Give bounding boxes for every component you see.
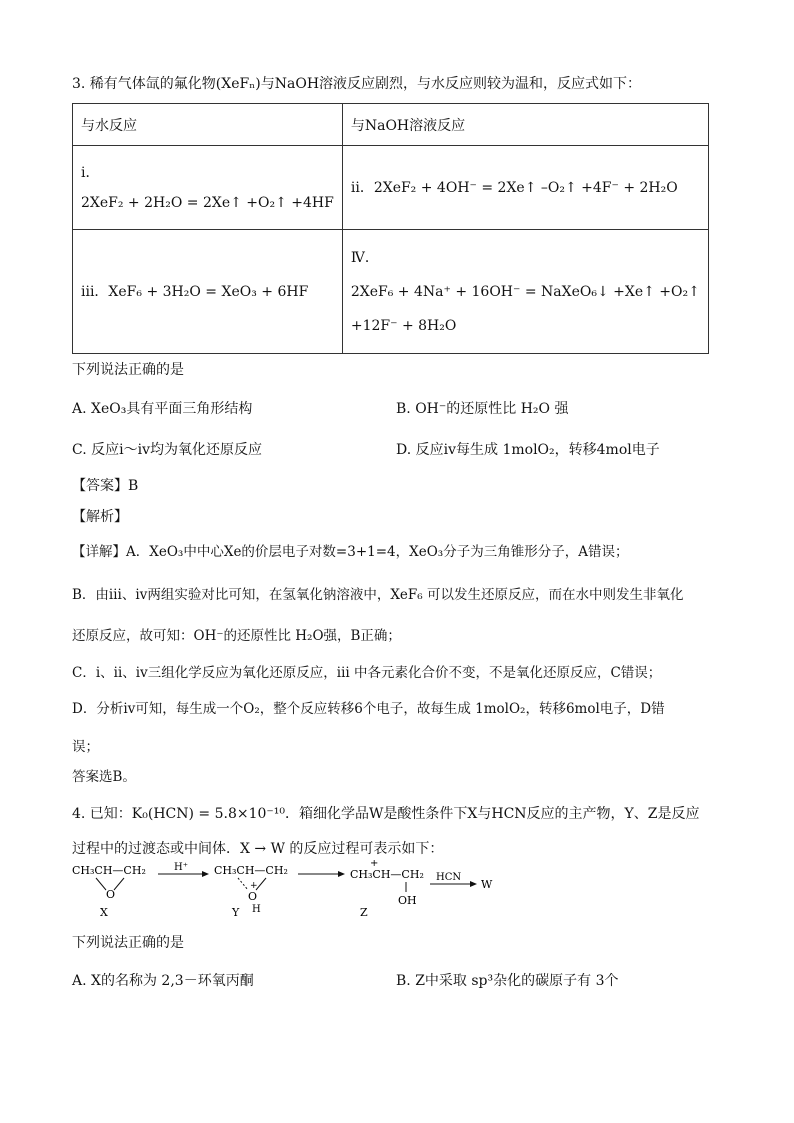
q3-detail-d2: 误； xyxy=(72,739,99,755)
x-ring-bond-right xyxy=(114,878,124,890)
arrow-3-head xyxy=(470,881,477,887)
q3-option-a: A. XeO₃具有平面三角形结构 xyxy=(72,401,253,417)
q3-detail-d1: D．分析ⅳ可知，每生成一个O₂，整个反应转移6个电子，故每生成 1molO₂，转移6mol电子，D错 xyxy=(72,701,665,717)
q3-answer: 【答案】B xyxy=(72,478,139,494)
header-water: 与水反应 xyxy=(73,104,343,146)
arrow-2-head xyxy=(338,871,345,877)
q3-stem: 3. 稀有气体氙的氟化物(XeFₙ)与NaOH溶液反应剧烈，与水反应则较为温和，反应式如下： xyxy=(72,76,642,92)
q3-option-b: B. OH⁻的还原性比 H₂O 强 xyxy=(396,401,569,417)
y-oxygen: O xyxy=(248,890,258,903)
q3-option-d: D. 反应ⅳ每生成 1molO₂，转移4mol电子 xyxy=(396,442,660,458)
hcn-label: HCN xyxy=(436,872,462,883)
x-label: X xyxy=(100,906,108,919)
w-label: W xyxy=(481,878,493,891)
reaction-table xyxy=(72,103,709,354)
q3-option-c: C. 反应ⅰ～ⅳ均为氧化还原反应 xyxy=(72,442,262,458)
z-oh: OH xyxy=(398,894,417,907)
q3-detail-b1: B．由ⅲ、ⅳ两组实验对比可知，在氢氧化钠溶液中，XeF₆ 可以发生还原反应，而在水中则发生非氧化 xyxy=(72,587,684,603)
z-plus: + xyxy=(370,860,379,869)
header-naoh: 与NaOH溶液反应 xyxy=(342,104,708,146)
q3-detail-a: 【详解】A．XeO₃中中心Xe的价层电子对数=3+1=4，XeO₃分子为三角锥形分子，A错误； xyxy=(72,544,629,560)
x-formula: CH₃CH—CH₂ xyxy=(72,864,146,877)
x-ring-bond-left xyxy=(96,878,106,890)
h-plus: H⁺ xyxy=(174,862,188,873)
reaction-iii: iii．XeF₆ + 3H₂O = XeO₃ + 6HF xyxy=(73,230,343,354)
y-hydrogen: H xyxy=(252,904,261,915)
reaction-iv: Ⅳ． 2XeF₆ + 4Na⁺ + 16OH⁻ = NaXeO₆↓ +Xe↑ +O₂↑ +12F⁻ + 8H₂O xyxy=(342,230,708,354)
q4-option-a: A. X的名称为 2,3－环氧丙酮 xyxy=(72,973,254,989)
z-formula: CH₃CH—CH₂ xyxy=(350,868,424,881)
q4-prompt: 下列说法正确的是 xyxy=(72,935,184,951)
q4-option-b: B. Z中采取 sp³杂化的碳原子有 3个 xyxy=(396,973,619,989)
q4-stem-a: 4. 已知：K₀(HCN) = 5.8×10⁻¹⁰．箱细化学品W是酸性条件下X与HCN反应的主产物，Y、Z是反应 xyxy=(72,806,700,822)
y-plus: + xyxy=(250,881,258,891)
x-oxygen: O xyxy=(106,888,116,901)
q4-stem-b: 过程中的过渡态或中间体．X → W 的反应过程可表示如下： xyxy=(72,841,444,857)
y-ring-bond-left xyxy=(238,878,248,890)
q3-prompt: 下列说法正确的是 xyxy=(72,362,184,378)
y-formula: CH₃CH—CH₂ xyxy=(214,864,288,877)
q3-detail-b2: 还原反应，故可知：OH⁻的还原性比 H₂O强，B正确； xyxy=(72,628,401,644)
reaction-scheme xyxy=(72,860,512,920)
q3-analysis-title: 【解析】 xyxy=(72,509,128,525)
reaction-i: i． 2XeF₂ + 2H₂O = 2Xe↑ +O₂↑ +4HF xyxy=(73,146,343,230)
arrow-1-head xyxy=(202,871,209,877)
reaction-ii: ii．2XeF₂ + 4OH⁻ = 2Xe↑ –O₂↑ +4F⁻ + 2H₂O xyxy=(342,146,708,230)
y-label: Y xyxy=(232,906,240,919)
q3-detail-c: C．ⅰ、ⅱ、ⅳ三组化学反应为氧化还原反应，ⅲ 中各元素化合价不变，不是氧化还原反应，C错误； xyxy=(72,665,662,681)
z-label: Z xyxy=(360,906,368,919)
q3-conclusion: 答案选B。 xyxy=(72,769,136,785)
